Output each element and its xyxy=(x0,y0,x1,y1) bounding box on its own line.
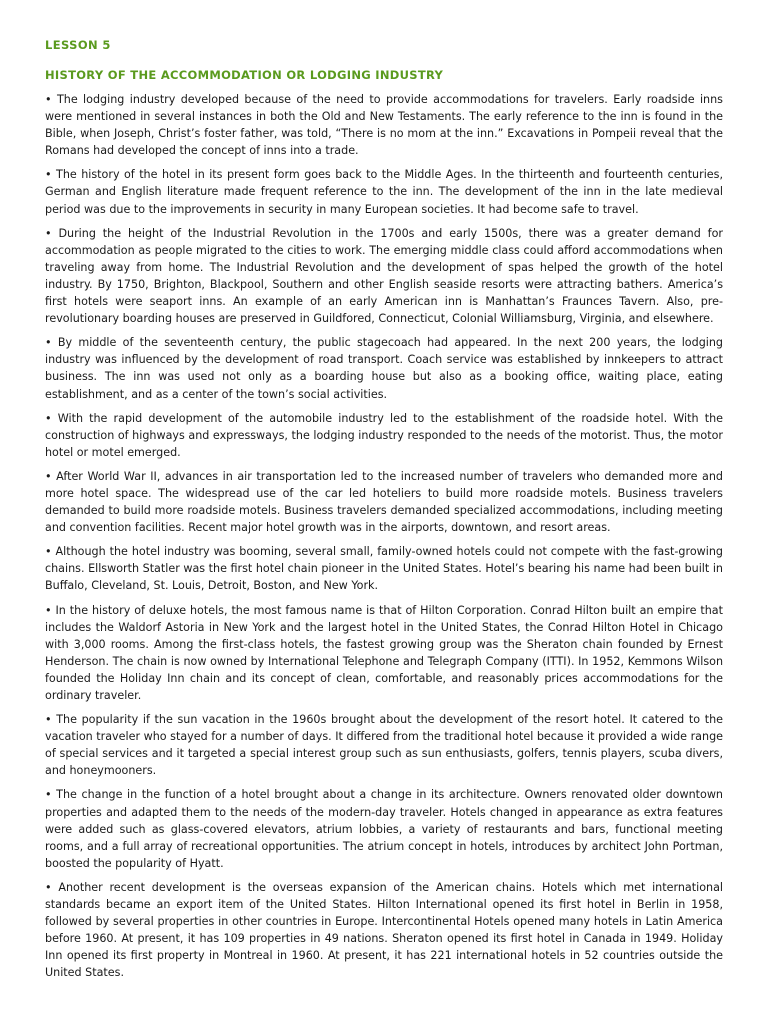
paragraph-9: • The popularity if the sun vacation in the 1960s brought about the development of the resort hotel. It catered to the vacation traveler who stayed for a number of days. It differed from the traditional hotel because it provided a wide range of special services and it targeted a special interest group such as sun enthusiasts, golfers, tennis players, scuba divers, and honeymooners. xyxy=(45,713,723,778)
paragraph-2: • The history of the hotel in its present form goes back to the Middle Ages. In the thirteenth and fourteenth centuries, German and English literature made frequent reference to the inn. The development of the inn in the late medieval period was due to the improvements in security in many European societies. It had become safe to travel. xyxy=(45,168,723,216)
paragraph-5: • With the rapid development of the automobile industry led to the establishment of the roadside hotel. With the construction of highways and expressways, the lodging industry responded to the needs of the motorist. Thus, the motor hotel or motel emerged. xyxy=(45,411,723,459)
paragraph-7: • Although the hotel industry was booming, several small, family-owned hotels could not compete with the fast-growing chains. Ellsworth Statler was the first hotel chain pioneer in the United States. Hotel’s bearing his name had been built in Buffalo, Cleveland, St. Louis, Detroit, Boston, and New York. xyxy=(45,545,723,593)
paragraph-11: • Another recent development is the overseas expansion of the American chains. Hotels which met international standards became an export item of the United States. Hilton International opened its first hotel in Berlin in 1958, followed by several properties in other countries in Europe. Intercontinental Hotels opened many hotels in Latin America before 1960. At present, it has 109 properties in 49 nations. Sheraton opened its first hotel in Canada in 1949. Holiday Inn opened its first property in Montreal in 1960. At present, it has 221 international hotels in 52 countries outside the United States. xyxy=(45,880,723,980)
document-title: HISTORY OF THE ACCOMMODATION OR LODGING INDUSTRY xyxy=(45,68,444,82)
lesson-label: LESSON 5 xyxy=(45,38,111,52)
paragraph-6: • After World War II, advances in air transportation led to the increased number of travelers who demanded more and more hotel space. The widespread use of the car led hoteliers to build more roadside motels. Business travelers demanded to build more roadside motels. Business travelers demanded specialized accommodations, including meeting and convention facilities. Recent major hotel growth was in the airports, downtown, and resort areas. xyxy=(45,469,723,535)
paragraph-1: • The lodging industry developed because of the need to provide accommodations for travelers. Early roadside inns were mentioned in several instances in both the Old and New Testaments. The early reference to the inn is found in the Bible, when Joseph, Christ’s foster father, was told, “There is no mom at the inn.” Excavations in Pompeii reveal that the Romans had developed the concept of inns into a trade. xyxy=(45,93,723,158)
paragraph-4: • By middle of the seventeenth century, the public stagecoach had appeared. In the next 200 years, the lodging industry was influenced by the development of road transport. Coach service was established by innkeepers to attract business. The inn was used not only as a boarding house but also as a booking office, waiting place, eating establishment, and as a center of the town’s social activities. xyxy=(45,336,723,401)
paragraph-8: • In the history of deluxe hotels, the most famous name is that of Hilton Corporation. Conrad Hilton built an empire that includes the Waldorf Astoria in New York and the largest hotel in the United States, the Conrad Hilton Hotel in Chicago with 3,000 rooms. Among the first-class hotels, the fastest growing group was the Sheraton chain founded by Ernest Henderson. The chain is now owned by International Telephone and Telegraph Company (ITTI). In 1952, Kemmons Wilson founded the Holiday Inn chain and its concept of clean, comfortable, and reasonably prices accommodations for the ordinary traveler. xyxy=(45,603,723,702)
document-page xyxy=(45,38,723,989)
paragraph-3: • During the height of the Industrial Revolution in the 1700s and early 1500s, there was a greater demand for accommodation as people migrated to the cities to work. The emerging middle class could afford accommodations when traveling away from home. The Industrial Revolution and the development of spas helped the growth of the hotel industry. By 1750, Brighton, Blackpool, Southern and other English seaside resorts were attracting bathers. America’s first hotels were seaport inns. An example of an early American inn is Manhattan’s Fraunces Tavern. Also, pre-revolutionary boarding houses are preserved in Guildfored, Connecticut, Colonial Williamsburg, Virginia, and elsewhere. xyxy=(45,226,723,326)
paragraph-10: • The change in the function of a hotel brought about a change in its architecture. Owners renovated older downtown properties and adapted them to the needs of the modern-day traveler. Hotels changed in appearance as extra features were added such as glass-covered elevators, atrium lobbies, a variety of restaurants and bars, functional meeting rooms, and a full array of recreational opportunities. The atrium concept in hotels, introduces by architect John Portman, boosted the popularity of Hyatt. xyxy=(45,788,723,870)
